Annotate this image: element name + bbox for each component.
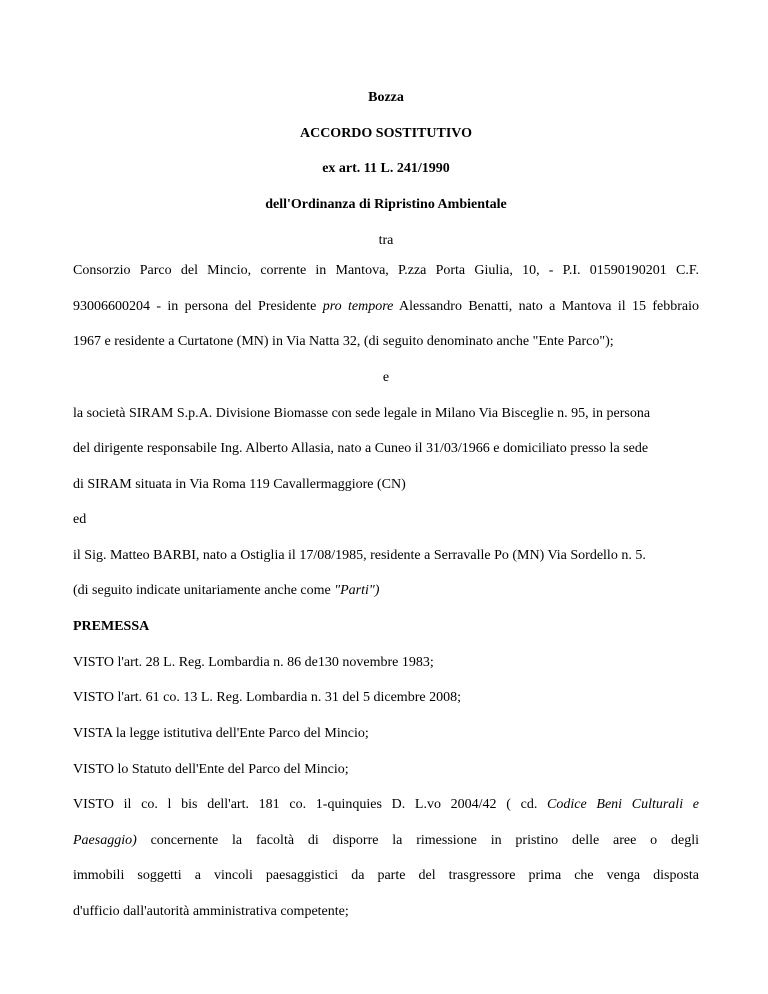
- premessa-last-line4: d'ufficio dall'autorità amministrativa competente;: [73, 904, 349, 919]
- premessa-item: VISTO l'art. 28 L. Reg. Lombardia n. 86 de130 novembre 1983;: [73, 655, 434, 670]
- party1-line2: 93006600204 - in persona del Presidente pro tempore Alessandro Benatti, nato a Mantova il 15 febbraio: [73, 299, 699, 314]
- document-title: ACCORDO SOSTITUTIVO: [299, 126, 473, 141]
- conjunction-e: e: [382, 370, 390, 385]
- document-subtitle: ex art. 11 L. 241/1990: [322, 161, 450, 176]
- premessa-last-line3: immobili soggetti a vincoli paesaggistici da parte del trasgressore prima che venga disposta: [73, 868, 699, 883]
- conjunction-ed: ed: [73, 512, 87, 527]
- document-page: [73, 0, 699, 994]
- party1-line3: 1967 e residente a Curtatone (MN) in Via Natta 32, (di seguito denominato anche "Ente Parco");: [73, 334, 614, 349]
- premessa-item: VISTO l'art. 61 co. 13 L. Reg. Lombardia n. 31 del 5 dicembre 2008;: [73, 690, 461, 705]
- premessa-item: VISTA la legge istitutiva dell'Ente Parco del Mincio;: [73, 726, 369, 741]
- draft-label: Bozza: [368, 90, 404, 105]
- party3-line1: il Sig. Matteo BARBI, nato a Ostiglia il 17/08/1985, residente a Serravalle Po (MN) Via Sordello n. 5.: [73, 548, 646, 563]
- premessa-item: VISTO lo Statuto dell'Ente del Parco del Mincio;: [73, 762, 349, 777]
- party2-line2: del dirigente responsabile Ing. Alberto Allasia, nato a Cuneo il 31/03/1966 e domiciliato presso la sede: [73, 441, 649, 456]
- between-label: tra: [378, 233, 394, 248]
- premessa-last-line1: VISTO il co. l bis dell'art. 181 co. 1-quinquies D. L.vo 2004/42 ( cd. Codice Beni Culturali e: [73, 797, 700, 812]
- party1-line1: Consorzio Parco del Mincio, corrente in Mantova, P.zza Porta Giulia, 10, - P.I. 01590190201 C.F.: [73, 263, 699, 278]
- premessa-last-line2: Paesaggio) concernente la facoltà di disporre la rimessione in pristino delle aree o degli: [73, 833, 699, 848]
- party3-line2: (di seguito indicate unitariamente anche come "Parti"): [73, 583, 380, 598]
- party2-line3: di SIRAM situata in Via Roma 119 Cavallermaggiore (CN): [73, 477, 406, 492]
- party2-line1: la società SIRAM S.p.A. Divisione Biomasse con sede legale in Milano Via Bisceglie n. 95, in persona: [73, 406, 651, 421]
- document-subject: dell'Ordinanza di Ripristino Ambientale: [265, 197, 507, 212]
- premessa-heading: PREMESSA: [73, 619, 150, 634]
